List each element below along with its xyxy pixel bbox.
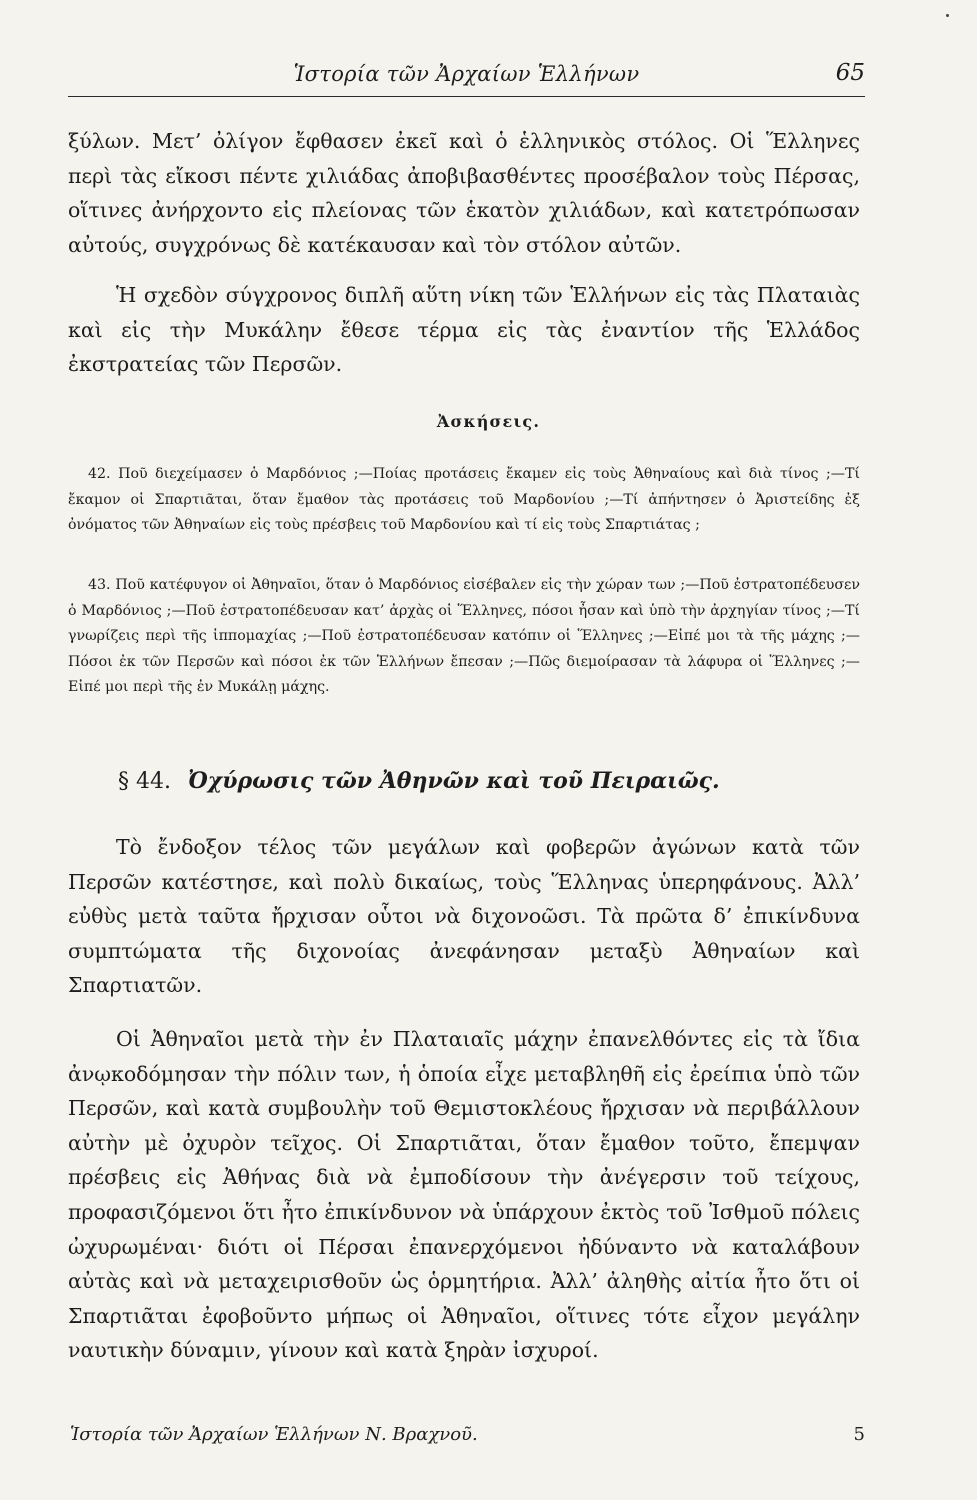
page-header [68,60,865,97]
exercise-42: 42. Ποῦ διεχείμασεν ὁ Μαρδόνιος ;—Ποίας προτάσεις ἔκαμεν εἰς τοὺς Ἀθηναίους καὶ διὰ τίνος ;—Τί ἔκαμον οἱ Σπαρτιᾶται, ὅταν ἔμαθον τὰς προτάσεις τοῦ Μαρδονίου ;—Τί ἀπήντησεν ὁ Ἀριστείδης ἐξ ὀνόματος τῶν Ἀθηναίων εἰς τοὺς πρέσβεις τοῦ Μαρδονίου καὶ τί εἰς τοὺς Σπαρτιάτας ; [68,466,860,533]
paragraph-double-victory: Ἡ σχεδὸν σύγχρονος διπλῆ αὕτη νίκη τῶν Ἑλλήνων εἰς τὰς Πλαταιὰς καὶ εἰς τὴν Μυκάλην ἔθεσε τέρμα εἰς τὰς ἐναντίον τῆς Ἑλλάδος ἐκστρατείας τῶν Περσῶν. [68,283,860,376]
body-paragraph-2: Οἱ Ἀθηναῖοι μετὰ τὴν ἐν Πλαταιαῖς μάχην ἐπανελθόντες εἰς τὰ ἴδια ἀνῳκοδόμησαν τὴν πόλιν των, ἡ ὁποία εἶχε μεταβληθῆ εἰς ἐρείπια ὑπὸ τῶν Περσῶν, καὶ κατὰ συμβουλὴν τοῦ Θεμιστοκλέους ἤρχισαν νὰ περιβάλλουν αὐτὴν μὲ ὀχυρὸν τεῖχος. Οἱ Σπαρτιᾶται, ὅταν ἔμαθον τοῦτο, ἔπεμψαν πρέσβεις εἰς Ἀθήνας διὰ νὰ ἐμποδίσουν τὴν ἀνέγερσιν τοῦ τείχους, προφασιζόμενοι ὅτι ἦτο ἐπικίνδυνον νὰ ὑπάρχουν ἐκτὸς τοῦ Ἰσθμοῦ πόλεις ὠχυρωμέναι· διότι οἱ Πέρσαι ἐπανερχόμενοι ἠδύναντο νὰ καταλάβουν αὐτὰς καὶ νὰ μεταχειρισθοῦν ὡς ὁρμητήρια. Ἀλλ’ ἀληθὴς αἰτία ἦτο ὅτι οἱ Σπαρτιᾶται ἐφοβοῦντο μήπως οἱ Ἀθηναῖοι, οἵτινες τότε εἶχον μεγάλην ναυτικὴν δύναμιν, γίνουν καὶ κατὰ ξηρὰν ἰσχυροί. [68,1027,860,1363]
section-title: Ὀχύρωσις τῶν Ἀθηνῶν καὶ τοῦ Πειραιῶς. [187,768,720,794]
body-paragraph-1: Τὸ ἔνδοξον τέλος τῶν μεγάλων καὶ φοβερῶν ἀγώνων κατὰ τῶν Περσῶν κατέστησε, καὶ πολὺ δικαίως, τοὺς Ἕλληνας ὑπερηφάνους. Ἀλλ’ εὐθὺς μετὰ ταῦτα ἤρχισαν οὗτοι νὰ διχονοῶσι. Τὰ πρῶτα δ’ ἐπικίνδυνα συμπτώματα τῆς διχονοίας ἀνεφάνησαν μεταξὺ Ἀθηναίων καὶ Σπαρτιατῶν. [68,835,860,998]
section-number: § 44. [118,769,171,794]
printer-signature-mark: 5 [853,1424,865,1445]
exercise-43: 43. Ποῦ κατέφυγον οἱ Ἀθηναῖοι, ὅταν ὁ Μαρδόνιος εἰσέβαλεν εἰς τὴν χώραν των ;—Ποῦ ἐστρατοπέδευσεν ὁ Μαρδόνιος ;—Ποῦ ἐστρατοπέδευσαν κατ’ ἀρχὰς οἱ Ἕλληνες, πόσοι ἦσαν καὶ ὑπὸ τὴν ἀρχηγίαν τίνος ;—Τί γνωρίζεις περὶ τῆς ἱππομαχίας ;—Ποῦ ἐστρατοπέδευσαν κατόπιν οἱ Ἕλληνες ;—Εἰπέ μοι τὰ τῆς μάχης ;—Πόσοι ἐκ τῶν Περσῶν καὶ πόσοι ἐκ τῶν Ἑλλήνων ἔπεσαν ;—Πῶς διεμοίρασαν τὰ λάφυρα οἱ Ἕλληνες ;—Εἰπέ μοι περὶ τῆς ἐν Μυκάλῃ μάχης. [68,577,860,695]
page-speck [946,14,949,17]
footer-book-title: Ἱστορία τῶν Ἀρχαίων Ἑλλήνων Ν. Βραχνοῦ. [70,1424,478,1445]
exercises-heading: Ἀσκήσεις. [436,412,541,431]
page-number: 65 [835,60,865,86]
page-footer [70,1424,865,1454]
section-heading [118,768,720,794]
running-title: Ἱστορία τῶν Ἀρχαίων Ἑλλήνων [293,62,640,86]
paragraph-continuation: ξύλων. Μετ’ ὀλίγον ἔφθασεν ἐκεῖ καὶ ὁ ἑλληνικὸς στόλος. Οἱ Ἕλληνες περὶ τὰς εἴκοσι πέντε χιλιάδας ἀποβιβασθέντες προσέβαλον τοὺς Πέρσας, οἵτινες ἀνήρχοντο εἰς πλείονας τῶν ἑκατὸν χιλιάδων, καὶ κατετρόπωσαν αὐτούς, συγχρόνως δὲ κατέκαυσαν καὶ τὸν στόλον αὐτῶν. [68,129,860,257]
